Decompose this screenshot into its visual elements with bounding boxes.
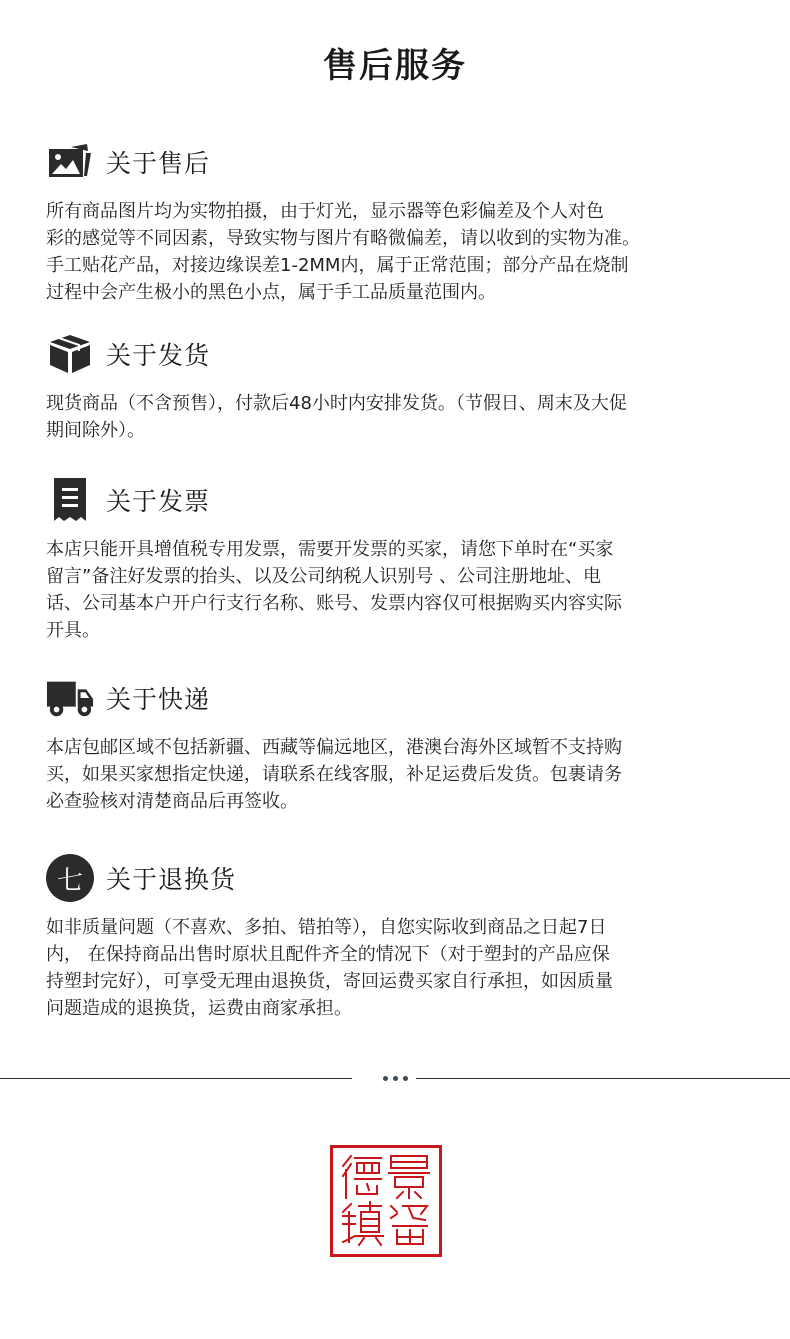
receipt-icon bbox=[46, 478, 94, 522]
section-title: 关于退换货 bbox=[106, 865, 237, 894]
section-body bbox=[46, 198, 776, 306]
section-header bbox=[46, 478, 776, 522]
section-paragraph: 现货商品（不含预售），付款后48小时内安排发货。（节假日、周末及大促 期间除外）。 bbox=[46, 393, 627, 441]
page-title: 售后服务 bbox=[323, 46, 467, 86]
divider-line-left bbox=[0, 1078, 352, 1079]
section-invoice bbox=[46, 478, 776, 644]
section-paragraph: 所有商品图片均为实物拍摄，由于灯光，显示器等色彩偏差及个人对色 彩的感觉等不同因素，导致实物与图片有略微偏差，请以收到的实物为准。 手工贴花产品，对接边缘误差1-2MM内，属于正常范围；部分产品在烧制 过程中会产生极小的黑色小点，属于手工品质量范围内。 bbox=[46, 201, 640, 303]
section-title: 关于发票 bbox=[106, 487, 211, 516]
seven-circle-icon bbox=[46, 856, 94, 900]
seal-stamp-logo bbox=[330, 1145, 442, 1257]
package-icon bbox=[46, 332, 94, 376]
section-body bbox=[46, 914, 776, 1022]
section-body bbox=[46, 536, 776, 644]
section-body bbox=[46, 734, 776, 815]
picture-icon bbox=[46, 140, 94, 184]
divider-dot bbox=[403, 1076, 408, 1081]
section-header bbox=[46, 332, 776, 376]
section-header bbox=[46, 676, 776, 720]
section-title: 关于售后 bbox=[106, 149, 211, 178]
section-after-sales bbox=[46, 140, 776, 306]
divider-line-right bbox=[416, 1078, 790, 1079]
section-title: 关于发货 bbox=[106, 341, 211, 370]
section-paragraph: 如非质量问题（不喜欢、多拍、错拍等），自您实际收到商品之日起7日 内， 在保持商品出售时原状且配件齐全的情况下（对于塑封的产品应保 持塑封完好），可享受无理由退换货，寄回运费买家自行承担，如因质量 问题造成的退换货，运费由商家承担。 bbox=[46, 917, 613, 1019]
section-title: 关于快递 bbox=[106, 685, 211, 714]
seven-circle-glyph: 七 bbox=[46, 854, 94, 902]
section-shipping bbox=[46, 332, 776, 444]
seal-glyphs bbox=[333, 1148, 439, 1254]
section-header bbox=[46, 856, 776, 900]
divider-dot bbox=[393, 1076, 398, 1081]
section-returns bbox=[46, 856, 776, 1022]
divider-dot bbox=[383, 1076, 388, 1081]
truck-icon bbox=[46, 676, 94, 720]
section-header bbox=[46, 140, 776, 184]
section-paragraph: 本店包邮区域不包括新疆、西藏等偏远地区，港澳台海外区域暂不支持购 买，如果买家想指定快递，请联系在线客服，补足运费后发货。包裹请务 必查验核对清楚商品后再签收。 bbox=[46, 737, 622, 812]
section-courier bbox=[46, 676, 776, 815]
section-paragraph: 本店只能开具增值税专用发票，需要开发票的买家，请您下单时在“买家 留言”备注好发票的抬头、以及公司纳税人识别号 、公司注册地址、电 话、公司基本户开户行支行名称、账号、发票内容仅可根据购买内容实际 开具。 bbox=[46, 539, 622, 641]
section-body bbox=[46, 390, 776, 444]
